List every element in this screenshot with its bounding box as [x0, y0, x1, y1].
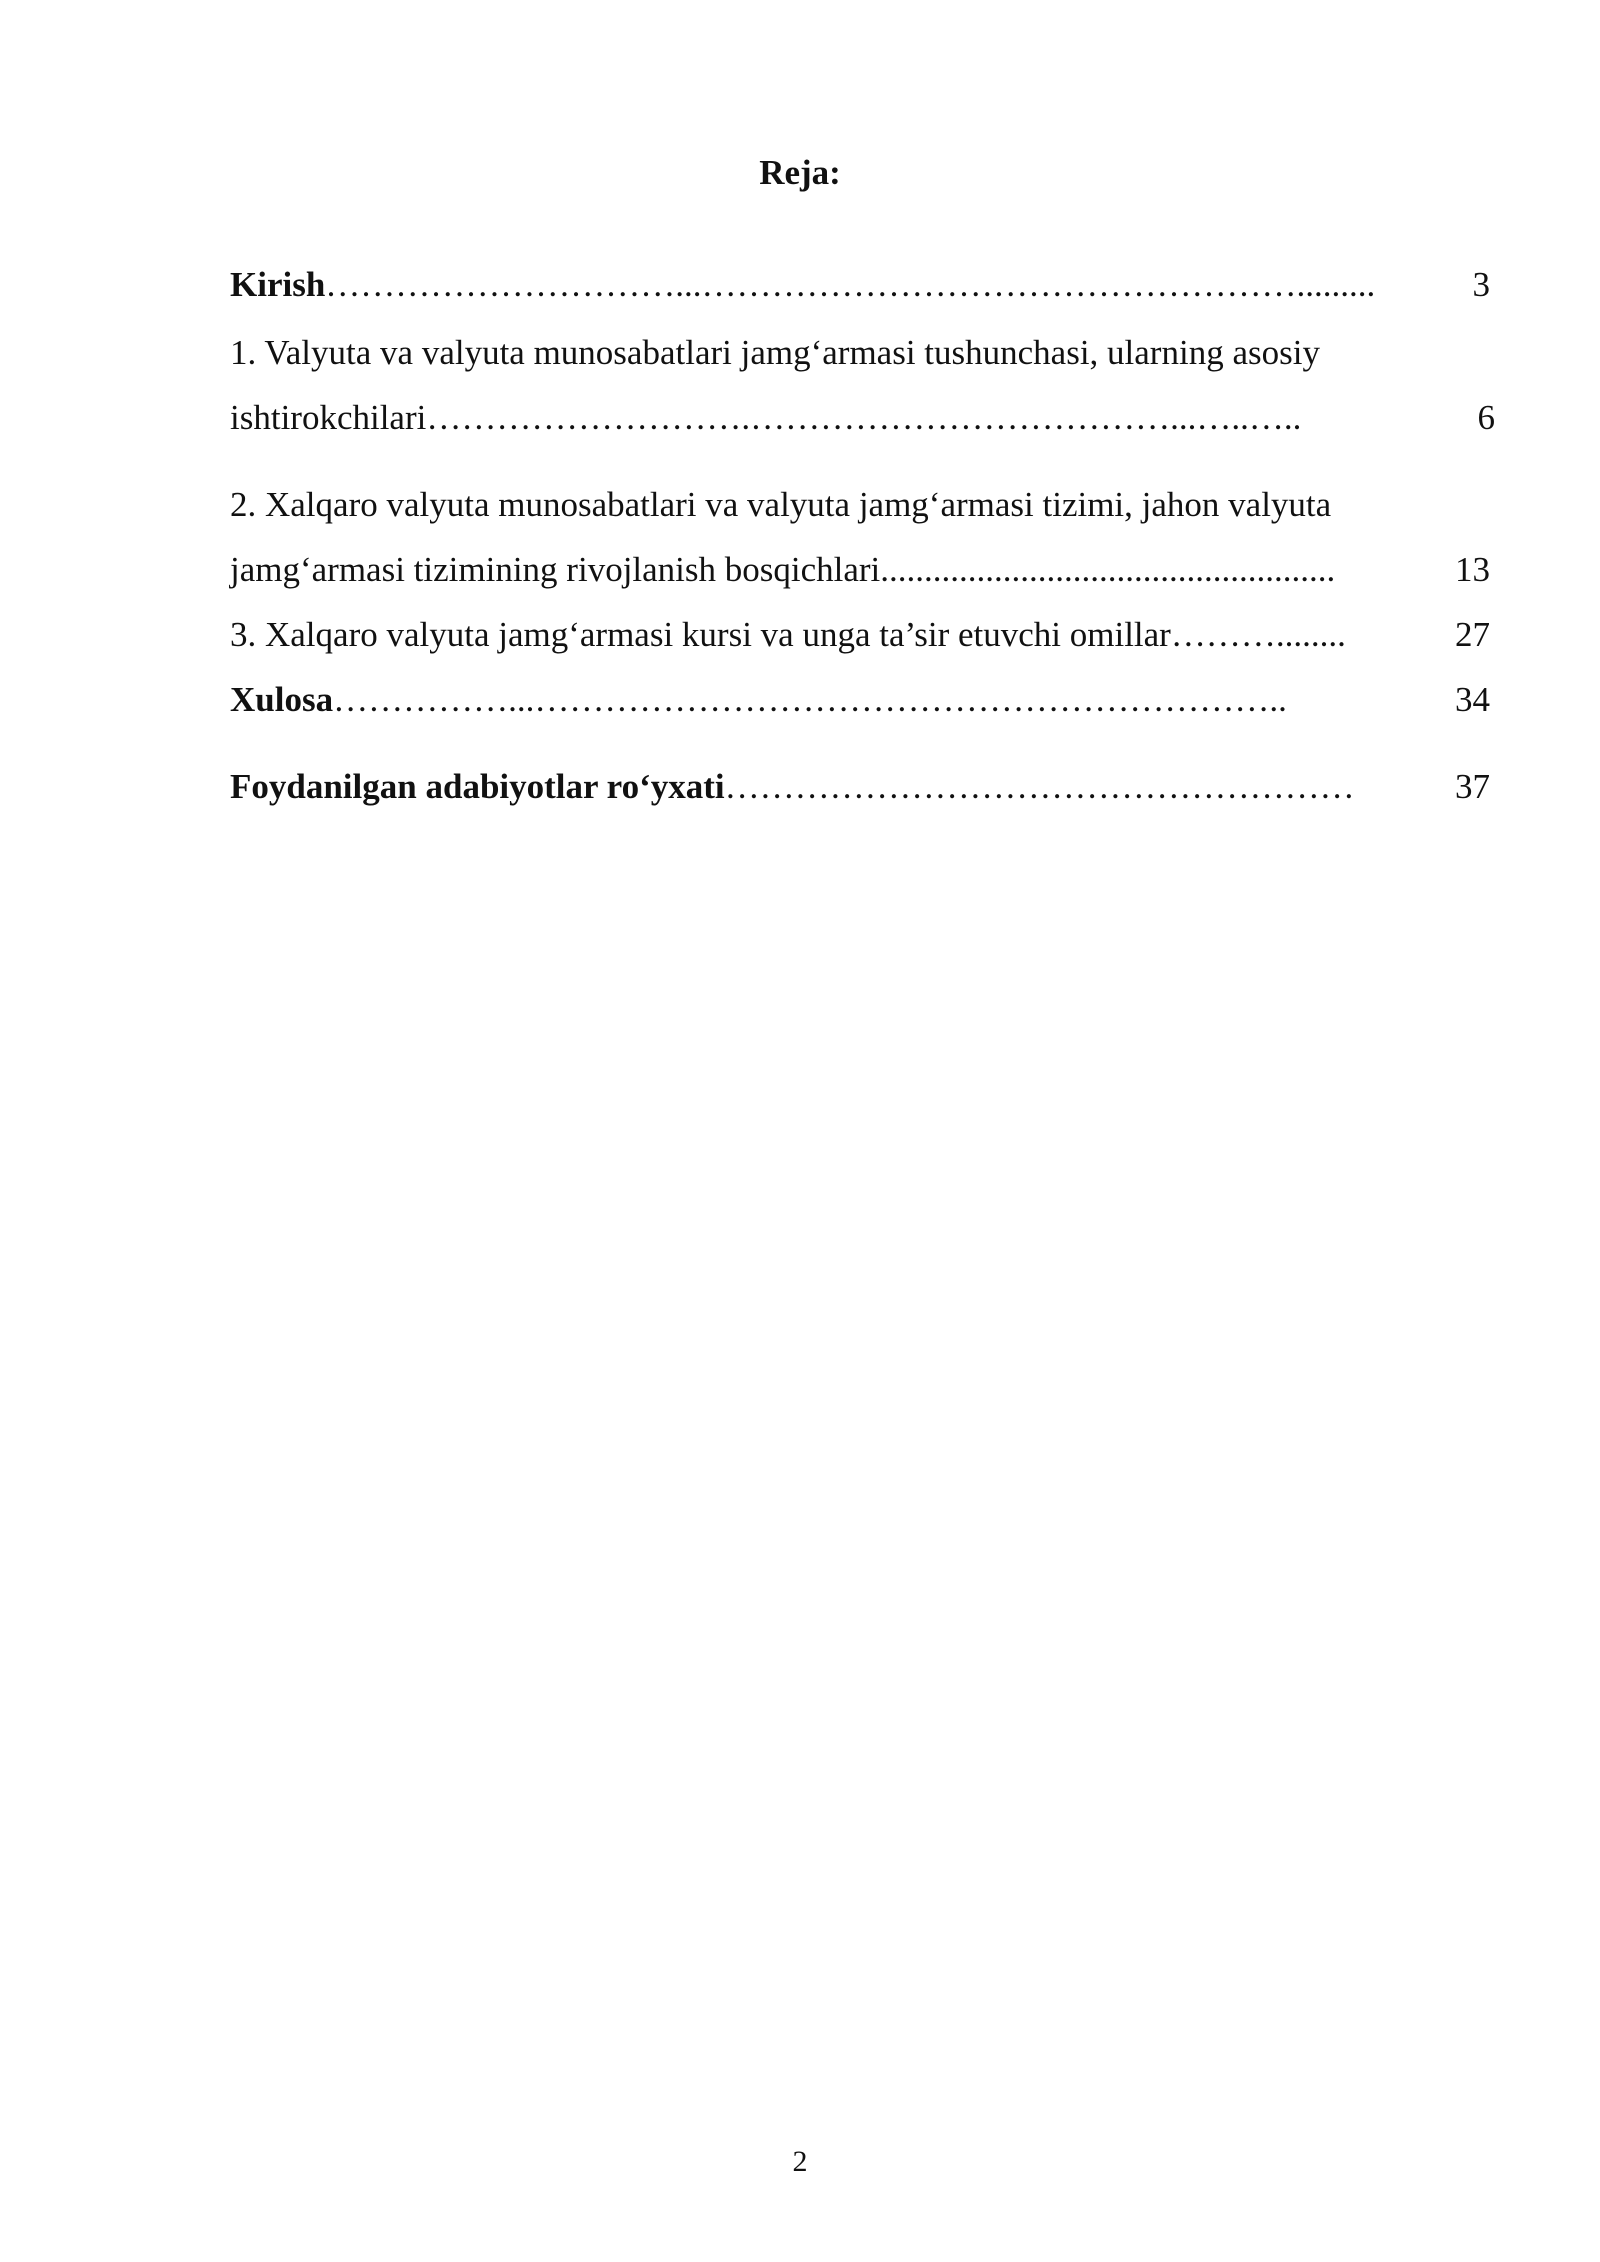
toc-page-number: 34 — [1455, 680, 1490, 719]
toc-dot-leader: ……………………………………………… — [724, 767, 1355, 806]
toc-entry-1 — [230, 395, 1495, 441]
toc-entry-label: 3. Xalqaro valyuta jamg‘armasi kursi va unga ta’sir etuvchi omillar — [230, 615, 1171, 654]
toc-dot-leader: ……………………….………………………………...…..….. — [426, 398, 1302, 437]
toc-entry-label: Kirish — [230, 265, 326, 304]
toc-page-number: 13 — [1455, 550, 1490, 589]
toc-entry-2-line1: 2. Xalqaro valyuta munosabatlari va valyuta jamg‘armasi tizimi, jahon valyuta — [230, 485, 1332, 524]
toc-entry-kirish — [230, 262, 1490, 308]
toc-entry-label: Foydanilgan adabiyotlar ro‘yxati — [230, 767, 725, 806]
toc-dot-leader: ………........ — [1170, 615, 1346, 654]
toc-entry-label: ishtirokchilari — [230, 398, 427, 437]
toc-page-number: 6 — [1477, 398, 1495, 437]
toc-dot-leader: .................................................... — [880, 550, 1336, 589]
toc-entry-xulosa — [230, 677, 1490, 723]
page-number: 2 — [792, 2145, 808, 2178]
toc-entry-label: jamg‘armasi tizimining rivojlanish bosqichlari — [230, 550, 881, 589]
toc-entry-3 — [230, 612, 1490, 658]
toc-entry-label: Xulosa — [230, 680, 334, 719]
toc-page-number: 3 — [1472, 265, 1490, 304]
toc-page-number: 37 — [1455, 767, 1490, 806]
toc-page-number: 27 — [1455, 615, 1490, 654]
toc-entry-adabiyotlar — [230, 764, 1490, 810]
page-title: Reja: — [759, 153, 841, 192]
toc-entry-2 — [230, 547, 1490, 593]
toc-dot-leader: ……………...……………………………………………………….. — [333, 680, 1287, 719]
toc-dot-leader: …………………………...……………………………………………......... — [325, 265, 1376, 304]
toc-entry-1-line1: 1. Valyuta va valyuta munosabatlari jamg‘armasi tushunchasi, ularning asosiy — [230, 333, 1320, 372]
